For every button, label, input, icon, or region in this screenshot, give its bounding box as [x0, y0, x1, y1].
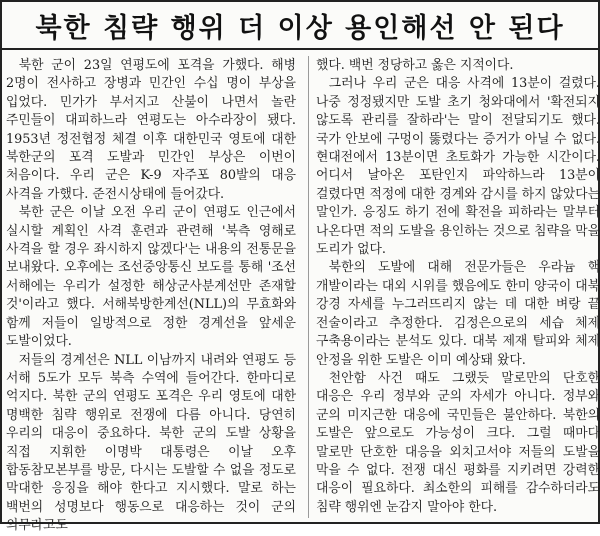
- left-paragraph-3: 저들의 경계선은 NLL 이남까지 내려와 연평도 등 서해 5도가 모두 북측 수역에 들어간다. 한마디로 억지다. 북한 군의 연평도 포격은 우리 영토에 대한 명백한 침략 행위로 전쟁에 다름 아니다. 당연히 우리의 대응이 중요하다. 북한 군의 도발 상황을 직접 지휘한 이명박 대통령은 이날 오후 합동참모본부를 방문, 다시는 도발할 수 없을 정도로 막대한 응징을 해야 한다고 지시했다. 말로 하는 백번의 성명보다 행동으로 대응하는 것이 군의 의무라고도: [6, 352, 296, 534]
- headline-rule: [2, 48, 598, 50]
- right-paragraph-1: 했다. 백번 정당하고 옳은 지적이다.: [316, 58, 514, 73]
- left-paragraph-2: 북한 군은 이날 오전 우리 군이 연평도 인근에서 실시할 계획인 사격 훈련과 관련해 '북측 영해로 사격을 할 경우 좌시하지 않겠다'는 내용의 전통문을 보내왔다. 오후에는 조선중앙통신 보도를 통해 '조선 서해에는 우리가 설정한 해상군사분계선만 존재할 것'이라고 했다. 서해북방한계선(NLL)의 무효화와 함께 저들이 일방적으로 정한 경계선을 앞세운 도발이었다.: [6, 205, 296, 350]
- column-divider: [308, 56, 309, 518]
- right-paragraph-4: 천안함 사건 때도 그랬듯 말로만의 단호한 대응은 우리 정부와 군의 자세가 아니다. 정부와 군의 미지근한 대응에 국민들은 불안하다. 북한의 도발은 앞으로도 가능성이 크다. 그럴 때마다 말로만 단호한 대응을 외치고서야 저들의 도발을 막을 수 없다. 전쟁 대신 평화를 지키려면 강력한 대응이 필요하다. 최소한의 피해를 감수하더라도 침략 행위엔 눈감지 말아야 한다.: [316, 370, 600, 515]
- right-paragraph-3: 북한의 도발에 대해 전문가들은 우라늄 핵 개발이라는 대외 시위를 했음에도 한미 양국이 대북 강경 자세를 누그러뜨리지 않는 데 대한 벼랑 끝 전술이라고 추정한다. 김정은으로의 세습 체제 구축용이라는 분석도 있다. 대북 제재 탈피와 체제 안정을 위한 도발은 이미 예상돼 왔다.: [316, 260, 600, 368]
- headline: 북한 침략 행위 더 이상 용인해선 안 된다: [35, 12, 565, 44]
- right-paragraph-2: 그러나 우리 군은 대응 사격에 13분이 걸렸다. 나중 정정됐지만 도발 초기 청와대에서 '확전되지 않도록 관리를 잘하라'는 말이 전달되기도 했다. 국가 안보에 구멍이 뚫렸다는 증거가 아닐 수 없다. 현대전에서 13분이면 초토화가 가능한 시간이다. 어디서 날아온 포탄인지 파악하느라 13분이 걸렸다면 적정에 대한 경계와 감시를 하지 않았다는 말인가. 응징도 하기 전에 확전을 피하라는 말부터 나온다면 적의 도발을 용인하는 것으로 침략을 막을 도리가 없다.: [316, 76, 600, 258]
- right-column: [316, 57, 600, 517]
- left-column: [6, 57, 296, 536]
- left-paragraph-1: 북한 군이 23일 연평도에 포격을 가했다. 해병 2명이 전사하고 장병과 민간인 수십 명이 부상을 입었다. 민가가 부서지고 산불이 나면서 놀란 주민들이 대피하느라 연평도는 아수라장이 됐다. 1953년 정전협정 체결 이후 대한민국 영토에 대한 북한군의 포격 도발과 민간인 부상은 이번이 처음이다. 우리 군은 K-9 자주포 80발의 대응 사격을 가했다. 준전시상태에 들어갔다.: [6, 58, 296, 202]
